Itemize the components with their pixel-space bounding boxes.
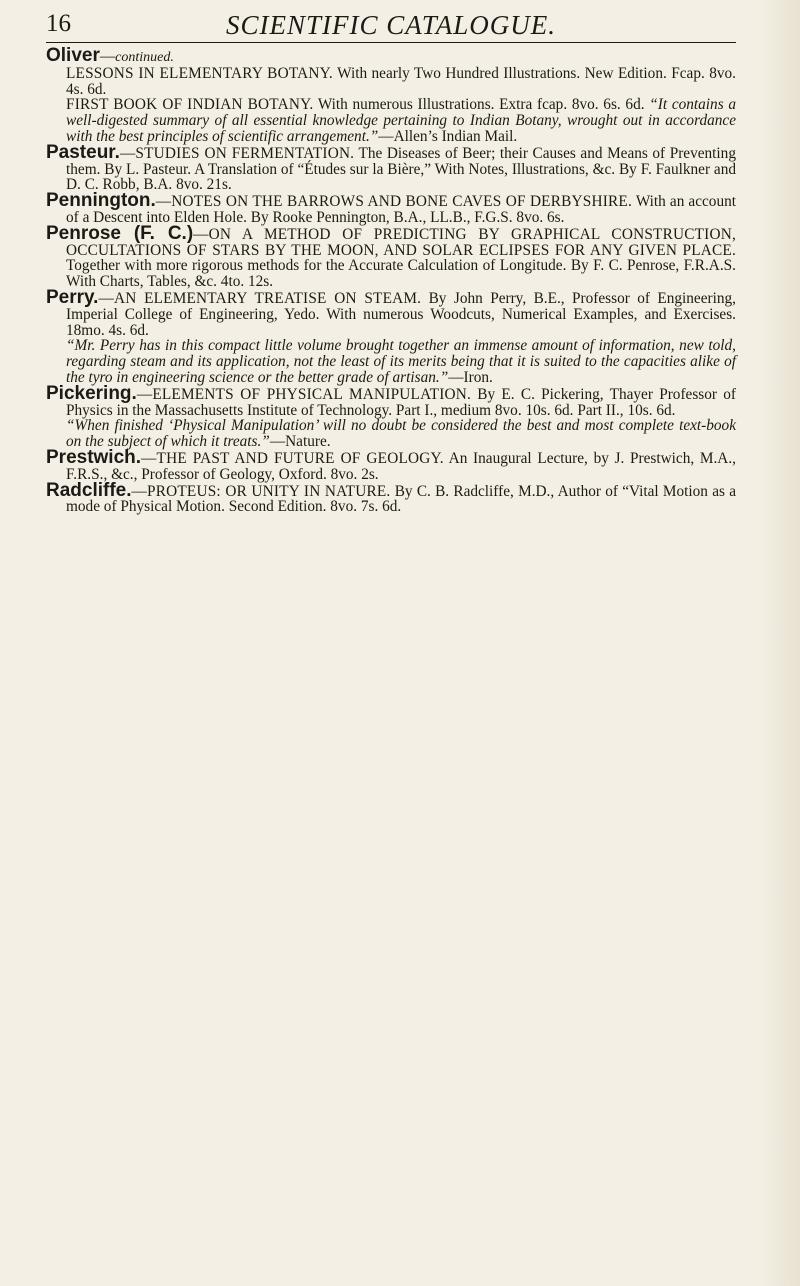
header-rule: [46, 42, 736, 43]
author-name: Pickering.: [46, 382, 137, 404]
book-title: —ON A METHOD OF PREDICTING BY GRAPHICAL CONSTRUCTION, OCCULTATIONS OF STARS BY THE MOON, AND SOLAR ECLIPSES FOR ANY GIVEN PLACE.: [66, 225, 736, 259]
continued-note: continued.: [115, 50, 174, 65]
page-header: [46, 8, 736, 40]
book-details: The Diseases of Beer; their Causes and Means of Preventing them. By L. Pasteur. A Translation of “Études sur la Bière,” With Notes, Illustrations, &c. By F. Faulkner and D. C. Robb, B.A. 8vo. 21s.: [66, 144, 736, 194]
book-title: —AN ELEMENTARY TREATISE ON STEAM.: [98, 289, 422, 307]
entry-pickering: [46, 382, 736, 451]
book-entry: [66, 66, 736, 98]
author-name: Pasteur.: [46, 141, 120, 163]
author-name: Oliver: [46, 45, 100, 66]
book-title: LESSONS IN ELEMENTARY BOTANY.: [66, 64, 333, 82]
book-details: With an account of a Descent into Elden Hole. By Rooke Pennington, B.A., LL.B., F.G.S. 8vo. 6s.: [66, 193, 736, 226]
book-details: By E. C. Pickering, Thayer Professor of Physics in the Massachusetts Institute of Technology. Part I., medium 8vo. 10s. 6d. Part II., 10s. 6d.: [66, 385, 736, 419]
book-details: By John Perry, B.E., Professor of Engineering, Imperial College of Engineering, Yedo. With numerous Woodcuts, Numerical Examples, and Exercises. 18mo. 4s. 6d.: [66, 289, 736, 339]
review-quote: “Mr. Perry has in this compact little volume brought together an immense amount of information, new told, regarding steam and its application, not the least of its merits being that it is suited to the capacities alike of the tyro in engineering science or the better grade of artisan.”: [66, 337, 736, 386]
review-block: [66, 418, 736, 450]
review-source: —Allen’s Indian Mail.: [378, 127, 518, 145]
author-name: Perry.: [46, 286, 99, 308]
author-name: Radcliffe.: [46, 479, 132, 501]
entry-pennington: [46, 190, 736, 226]
review-source: —Iron.: [448, 368, 493, 386]
book-details: With nearly Two Hundred Illustrations. New Edition. Fcap. 8vo. 4s. 6d.: [66, 64, 737, 98]
entry-prestwich: [46, 446, 736, 483]
author-name: Penrose (F. C.): [46, 222, 194, 244]
author-name: Pennington.: [46, 190, 156, 212]
review-block: [66, 338, 736, 385]
book-entry: [66, 97, 736, 144]
entry-pasteur: [46, 141, 736, 194]
book-details: By C. B. Radcliffe, M.D., Author of “Vital Motion as a mode of Physical Motion. Second Edition. 8vo. 7s. 6d.: [66, 482, 736, 516]
page-number: 16: [46, 10, 71, 37]
book-title: —THE PAST AND FUTURE OF GEOLOGY.: [141, 449, 444, 467]
book-title: —ELEMENTS OF PHYSICAL MANIPULATION.: [136, 385, 472, 403]
review-quote: “When finished ‘Physical Manipulation’ will no doubt be considered the best and most complete text-book on the subject of which it treats.”: [66, 417, 736, 451]
entry-penrose: [46, 222, 736, 291]
book-title: —PROTEUS: OR UNITY IN NATURE.: [131, 482, 391, 500]
entry-perry: [46, 286, 736, 386]
book-title: FIRST BOOK OF INDIAN BOTANY.: [66, 96, 314, 114]
catalogue-content: [46, 45, 737, 516]
book-title: —NOTES ON THE BARROWS AND BONE CAVES OF DERBYSHIRE.: [155, 193, 633, 211]
page-edge-shadow: [760, 0, 800, 1286]
running-head: SCIENTIFIC CATALOGUE.: [225, 10, 556, 40]
book-details: An Inaugural Lecture, by J. Prestwich, M.A., F.R.S., &c., Professor of Geology, Oxford. 8vo. 2s.: [66, 449, 736, 483]
entry-oliver: Oliver—continued. LESSONS IN ELEMENTARY BOTANY. With nearly Two Hundred Illustrations. New Edition. Fcap. 8vo. 4s. 6d. FIRST BOOK OF INDIAN BOTANY. With numerous Illustrations. Extra fcap. 8vo. 6s. 6d. “It contains a well-digested summary of all essential knowledge pertaining to Indian Botany, wrought out in accordance with the best principles of scientific arrangement.”—Allen’s Indian Mail.: [46, 45, 737, 145]
review-quote: “It contains a well-digested summary of all essential knowledge pertaining to Indian Botany, wrought out in accordance with the best principles of scientific arrangement.”: [66, 96, 737, 145]
book-details: Together with more rigorous methods for the Accurate Calculation of Longitude. By F. C. Penrose, F.R.A.S. With Charts, Tables, &c. 4to. 12s.: [66, 257, 736, 291]
entry-radcliffe: [46, 479, 736, 516]
author-name: Prestwich.: [46, 446, 142, 468]
book-title: —STUDIES ON FERMENTATION.: [119, 144, 355, 162]
review-source: —Nature.: [269, 433, 331, 451]
book-details: With numerous Illustrations. Extra fcap. 8vo. 6s. 6d.: [317, 96, 645, 114]
